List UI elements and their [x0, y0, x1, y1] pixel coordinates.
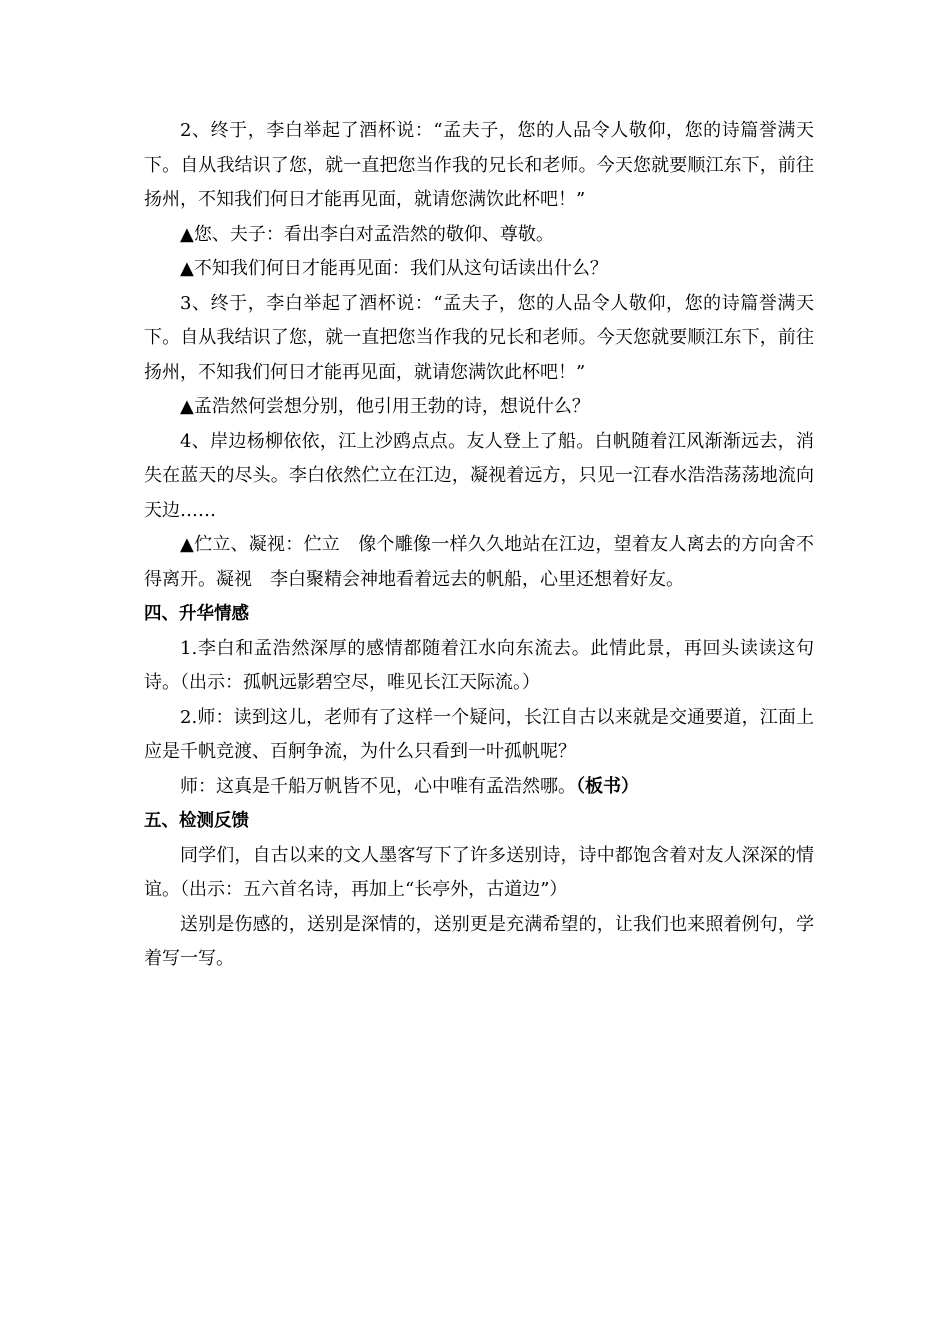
paragraph-feedback-1: 同学们，自古以来的文人墨客写下了许多送别诗，诗中都饱含着对友人深深的情谊。（出示：五六首名诗，再加上“长亭外，古道边”） [144, 844, 814, 900]
paragraph-farewell-toast-2: 2、终于，李白举起了酒杯说：“孟夫子，您的人品令人敬仰，您的诗篇誉满天下。自从我结识了您，就一直把您当作我的兄长和老师。今天您就要顺江东下，前往扬州，不知我们何日才能再见面，就请您满饮此杯吧！” [144, 120, 814, 210]
paragraph-teacher-remark [144, 770, 814, 805]
section-heading-5: 五、检测反馈 [144, 811, 249, 831]
note-respect: ▲您、夫子：看出李白对孟浩然的敬仰、尊敬。 [180, 223, 554, 245]
note-wang-bo-poem: ▲孟浩然何尝想分别，他引用王勃的诗，想说什么？ [180, 396, 590, 417]
paragraph-sublimate-2: 2.师：读到这儿，老师有了这样一个疑问，长江自古以来就是交通要道，江面上应是千帆竞渡、百舸争流，为什么只看到一叶孤帆呢？ [144, 706, 814, 762]
teacher-remark-text: 师：这真是千船万帆皆不见，心中唯有孟浩然哪。 [180, 775, 576, 797]
note-when-meet-again: ▲不知我们何日才能再见面：我们从这句话读出什么？ [180, 258, 608, 279]
paragraph-farewell-toast-3: 3、终于，李白举起了酒杯说：“孟夫子，您的人品令人敬仰，您的诗篇誉满天下。自从我结识了您，就一直把您当作我的兄长和老师。今天您就要顺江东下，前往扬州，不知我们何日才能再见面，就请您满饮此杯吧！” [144, 292, 814, 383]
document-body [144, 114, 814, 977]
note-stand-gaze: ▲伫立、凝视：伫立 像个雕像一样久久地站在江边，望着友人离去的方向舍不得离开。凝视 李白聚精会神地看着远去的帆船，心里还想着好友。 [144, 534, 814, 590]
paragraph-riverbank-scene: 4、岸边杨柳依依，江上沙鸥点点。友人登上了船。白帆随着江风渐渐远去，消失在蓝天的尽头。李白依然伫立在江边，凝视着远方，只见一江春水浩浩荡荡地流向天边…… [144, 430, 814, 521]
paragraph-feedback-2: 送别是伤感的，送别是深情的，送别更是充满希望的，让我们也来照着例句，学着写一写。 [144, 913, 814, 969]
paragraph-sublimate-1: 1.李白和孟浩然深厚的感情都随着江水向东流去。此情此景，再回头读读这句诗。（出示：孤帆远影碧空尽，唯见长江天际流。） [144, 637, 814, 693]
blackboard-note: （板书） [576, 775, 639, 797]
section-heading-4: 四、升华情感 [144, 604, 249, 624]
